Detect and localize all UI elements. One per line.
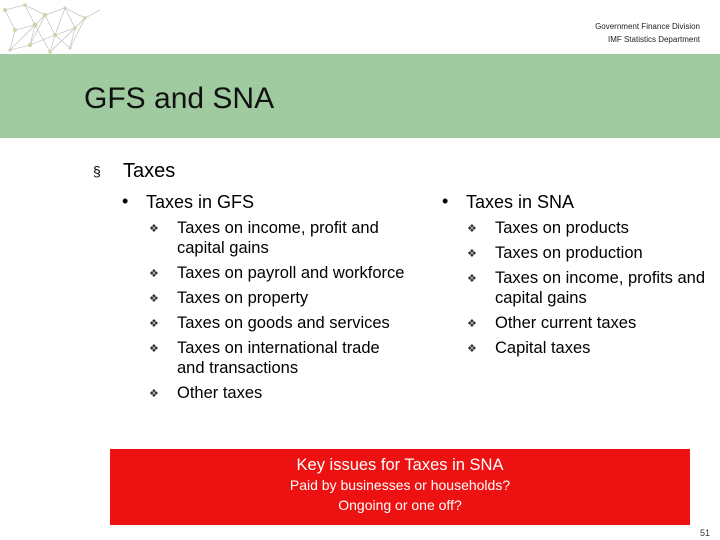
diamond-bullet-icon: ❖ [467,223,477,235]
list-item: ❖ Taxes on production [467,244,643,262]
diamond-bullet-icon: ❖ [149,223,159,235]
diamond-bullet-icon: ❖ [467,248,477,260]
key-issues-heading: Key issues for Taxes in SNA [296,456,504,474]
list-item: ❖ Capital taxes [467,339,591,357]
diamond-bullet-icon: ❖ [467,273,477,285]
section-bullet-icon: § [93,163,101,179]
list-item: ❖ Taxes on income, profit and capital gains [149,219,379,257]
list-item: ❖ Other taxes [149,384,263,402]
sna-label: Taxes in SNA [466,192,575,212]
list-item: ❖ Taxes on international trade and transactions [149,339,380,377]
key-issues-line: Ongoing or one off? [338,497,462,513]
slide-title: GFS and SNA [84,82,275,115]
diamond-bullet-icon: ❖ [149,343,159,355]
gfs-bullet-icon: • [122,191,129,211]
org-department: IMF Statistics Department [607,35,700,44]
list-item: ❖ Other current taxes [467,314,637,332]
org-division: Government Finance Division [595,22,700,31]
key-issues-line: Paid by businesses or households? [289,477,511,493]
diamond-bullet-icon: ❖ [149,388,159,400]
organization-label [595,20,700,46]
diamond-bullet-icon: ❖ [149,293,159,305]
gfs-list [149,218,411,408]
section-label: Taxes [123,160,176,182]
diamond-bullet-icon: ❖ [467,343,477,355]
list-item: ❖ Taxes on products [467,219,629,237]
list-item: ❖ Taxes on payroll and workforce [149,264,405,282]
diamond-bullet-icon: ❖ [149,268,159,280]
slide-number: 51 [699,528,710,538]
key-issues-box [110,449,690,525]
list-item: ❖ Taxes on goods and services [149,314,390,332]
sna-list [467,218,707,363]
diamond-bullet-icon: ❖ [149,318,159,330]
network-graphic-logo [0,0,105,60]
sna-bullet-icon: • [442,191,449,211]
gfs-label: Taxes in GFS [146,192,255,212]
list-item: ❖ Taxes on property [149,289,309,307]
list-item: ❖ Taxes on income, profits and capital gains [467,269,706,307]
diamond-bullet-icon: ❖ [467,318,477,330]
